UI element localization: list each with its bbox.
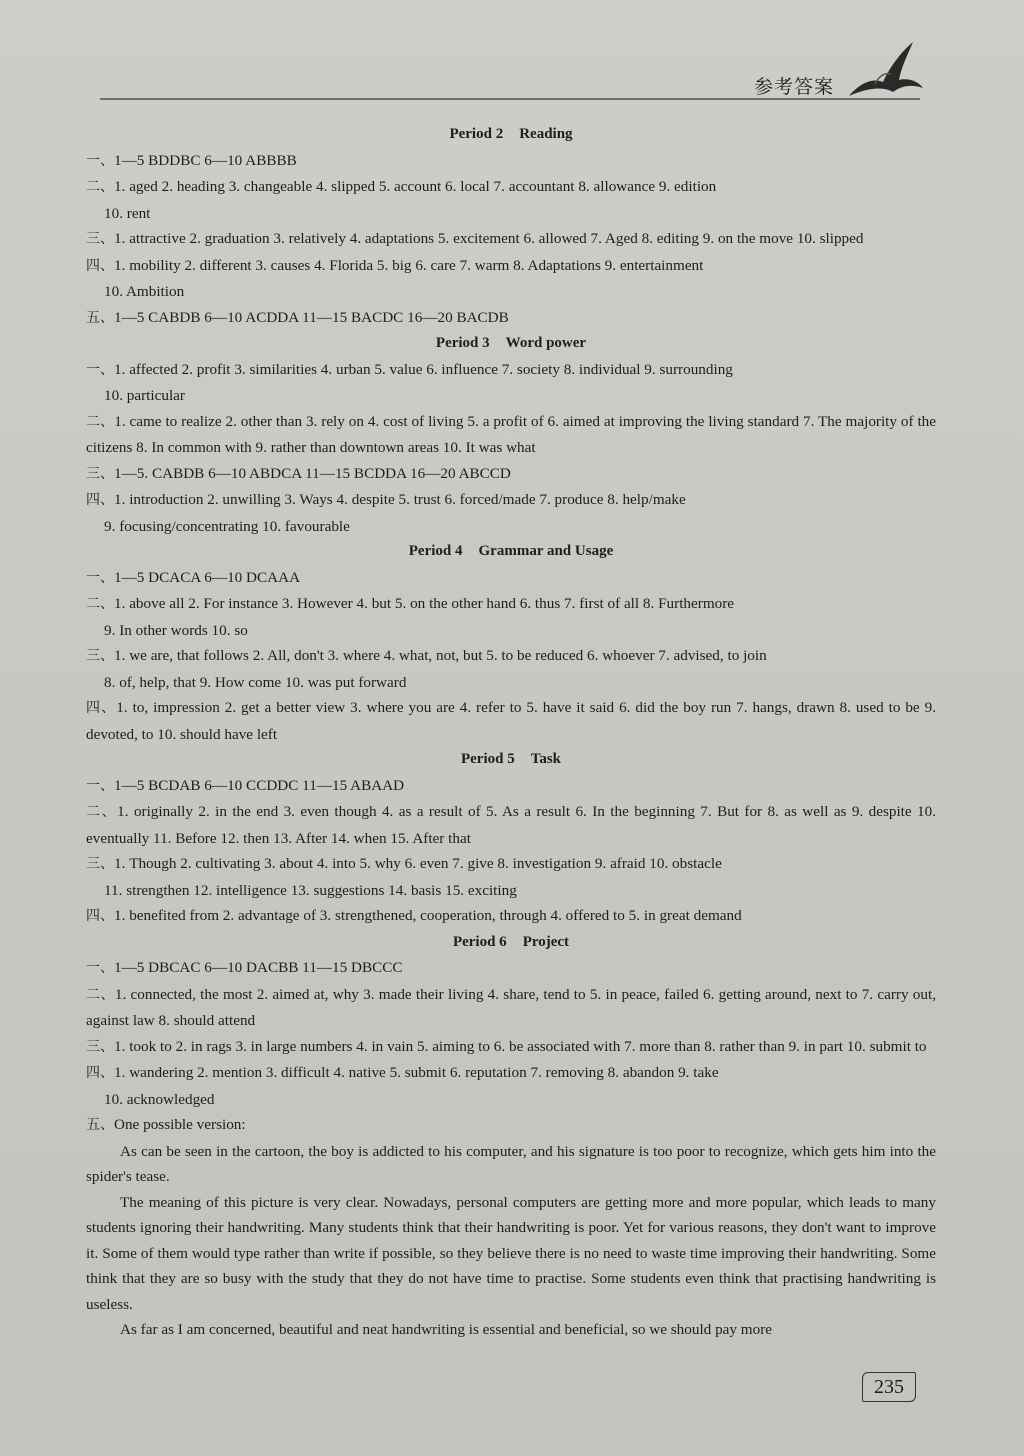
answer-line — [86, 1034, 936, 1061]
answer-line — [86, 174, 936, 201]
answer-line — [86, 279, 936, 305]
page-number: 235 — [862, 1372, 916, 1402]
answer-text: 9. In other words 10. so — [104, 621, 248, 639]
exercise-label: 一、 — [86, 569, 114, 586]
period-subtitle: Task — [530, 751, 562, 767]
exercise-label: 四、 — [86, 492, 114, 508]
exercise-label: 三、 — [86, 231, 114, 247]
answer-text: 1. above all 2. For instance 3. However 4. but 5. on the other hand 6. thus 7. first of all 8. Furthermore — [114, 595, 735, 612]
answer-text: 8. of, help, that 9. How come 10. was put forward — [104, 673, 407, 691]
period-title — [86, 930, 936, 956]
answer-line — [86, 357, 936, 384]
answer-line — [86, 565, 936, 592]
answer-text: 1. to, impression 2. get a better view 3. where you are 4. refer to 5. have it said 6. did the boy run 7. hangs, drawn 8. used to be 9. devoted, to 10. should have left — [86, 699, 937, 743]
exercise-label: 二、 — [86, 986, 115, 1003]
answer-line — [86, 955, 936, 982]
exercise-label: 三、 — [86, 856, 114, 872]
answer-line — [86, 799, 936, 851]
essay-intro-text: One possible version: — [114, 1116, 246, 1133]
answer-line — [86, 773, 936, 800]
answer-line — [86, 201, 936, 227]
exercise-label: 一、 — [86, 960, 114, 976]
answer-line — [86, 461, 936, 488]
period-subtitle: Grammar and Usage — [478, 543, 614, 559]
answer-line — [86, 305, 936, 332]
exercise-label: 四、 — [86, 700, 117, 716]
answer-text: 1. aged 2. heading 3. changeable 4. slipped 5. account 6. local 7. accountant 8. allowance 9. edition — [114, 178, 717, 195]
answer-text: 9. focusing/concentrating 10. favourable — [104, 517, 350, 535]
answer-text: 10. rent — [104, 204, 151, 222]
answer-line — [86, 878, 936, 904]
answer-text: 1—5 BCDAB 6—10 CCDDC 11—15 ABAAD — [114, 776, 405, 794]
period-number: Period 2 — [449, 126, 504, 142]
answer-line — [86, 618, 936, 644]
period-number: Period 4 — [408, 543, 463, 559]
exercise-label: 一、 — [86, 777, 114, 794]
period-title — [86, 747, 936, 773]
exercise-label: 四、 — [86, 257, 114, 274]
answer-line — [86, 670, 936, 696]
essay-paragraph: As can be seen in the cartoon, the boy is addicted to his computer, and his signature is too poor to recognize, which gets him into the spider's tease. — [86, 1142, 936, 1185]
period-title — [86, 539, 936, 565]
answer-text: 1. introduction 2. unwilling 3. Ways 4. despite 5. trust 6. forced/made 7. produce 8. help/make — [114, 491, 686, 508]
answer-line — [86, 591, 936, 618]
header-rule — [100, 98, 920, 100]
period-subtitle: Word power — [505, 335, 587, 351]
header-title: 参考答案 — [754, 76, 835, 98]
answer-text: 1—5. CABDB 6—10 ABDCA 11—15 BCDDA 16—20 ABCCD — [114, 464, 511, 482]
answer-text: 1—5 BDDBC 6—10 ABBBB — [114, 151, 297, 169]
exercise-label: 二、 — [86, 596, 114, 612]
period-number: Period 5 — [460, 751, 515, 767]
answer-text: 1. wandering 2. mention 3. difficult 4. native 5. submit 6. reputation 7. removing 8. abandon 9. take — [114, 1064, 719, 1081]
answer-text: 10. acknowledged — [104, 1090, 215, 1108]
period-number: Period 3 — [435, 335, 490, 351]
answer-line — [86, 409, 936, 461]
answer-text: 1. benefited from 2. advantage of 3. strengthened, cooperation, through 4. offered to 5. in great demand — [114, 907, 742, 924]
period-title — [86, 331, 936, 357]
exercise-label: 二、 — [86, 804, 118, 820]
essay-intro — [86, 1112, 936, 1139]
answer-text: 1—5 DBCAC 6—10 DACBB 11—15 DBCCC — [114, 959, 403, 976]
exercise-label: 五、 — [86, 1117, 114, 1133]
answer-text: 11. strengthen 12. intelligence 13. suggestions 14. basis 15. exciting — [104, 881, 517, 899]
answer-line — [86, 903, 936, 930]
answer-line — [86, 487, 936, 514]
answer-text: 1. originally 2. in the end 3. even though 4. as a result of 5. As a result 6. In the beginning 7. But for 8. as well as 9. despite 10. eventually 11. Before 12. then 13. After 14. when 15. After that — [86, 803, 936, 847]
answer-line — [86, 1087, 936, 1113]
exercise-label: 二、 — [86, 179, 114, 195]
answer-text: 1. Though 2. cultivating 3. about 4. into 5. why 6. even 7. give 8. investigation 9. afraid 10. obstacle — [114, 855, 722, 872]
answer-line — [86, 695, 936, 747]
answer-text: 10. particular — [104, 387, 185, 404]
answer-text: 1. connected, the most 2. aimed at, why 3. made their living 4. share, tend to 5. in peace, failed 6. getting around, next to 7. carry out, against law 8. should attend — [86, 985, 936, 1029]
answer-text: 1. took to 2. in rags 3. in large numbers 4. in vain 5. aiming to 6. be associated with 7. more than 8. rather than 9. in part 10. submit to — [114, 1037, 927, 1055]
answer-line — [86, 982, 936, 1034]
exercise-label: 一、 — [86, 361, 114, 378]
period-number: Period 6 — [452, 933, 507, 950]
exercise-label: 三、 — [86, 648, 114, 664]
answer-text: 10. Ambition — [104, 283, 185, 300]
answer-line — [86, 514, 936, 540]
answer-text: 1. we are, that follows 2. All, don't 3. where 4. what, not, but 5. to be reduced 6. whoever 7. advised, to join — [114, 647, 767, 664]
bird-logo-icon — [845, 38, 925, 100]
answer-text: 1—5 DCACA 6—10 DCAAA — [114, 568, 301, 586]
exercise-label: 四、 — [86, 908, 114, 924]
answer-content — [86, 122, 936, 1343]
answer-text: 1—5 CABDB 6—10 ACDDA 11—15 BACDC 16—20 BACDB — [114, 308, 509, 326]
essay-paragraph: The meaning of this picture is very clear. Nowadays, personal computers are getting more and more popular, which leads to many students ignoring their handwriting. Many students think that their handwriting is poor. Yet for various reasons, they don't want to improve it. Some of them would type rather than write if possible, so they believe there is no need to waste time improving their handwriting. Some think that they are so busy with the study that they do not have time to practise. Some students even think that practising handwriting is useless. — [86, 1193, 936, 1313]
answer-text: 1. came to realize 2. other than 3. rely on 4. cost of living 5. a profit of 6. aimed at improving the living standard 7. The majority of the citizens 8. In common with 9. rather than downtown areas 10. It was what — [86, 412, 937, 456]
essay — [86, 1112, 936, 1343]
exercise-label: 四、 — [86, 1065, 114, 1081]
answer-line — [86, 643, 936, 670]
answer-text: 1. attractive 2. graduation 3. relatively 4. adaptations 5. excitement 6. allowed 7. Aged 8. editing 9. on the move 10. slipped — [114, 230, 864, 247]
exercise-label: 三、 — [86, 1038, 114, 1055]
answer-line — [86, 851, 936, 878]
answer-line — [86, 383, 936, 409]
exercise-label: 二、 — [86, 413, 115, 430]
answer-text: 1. mobility 2. different 3. causes 4. Florida 5. big 6. care 7. warm 8. Adaptations 9. entertainment — [114, 256, 704, 274]
exercise-label: 五、 — [86, 309, 114, 326]
answer-text: 1. affected 2. profit 3. similarities 4. urban 5. value 6. influence 7. society 8. individual 9. surrounding — [114, 360, 733, 378]
answer-line — [86, 226, 936, 253]
answer-line — [86, 1060, 936, 1087]
exercise-label: 一、 — [86, 152, 114, 169]
answer-line — [86, 253, 936, 280]
period-subtitle: Project — [522, 933, 570, 950]
period-subtitle: Reading — [519, 126, 573, 142]
essay-paragraph: As far as I am concerned, beautiful and neat handwriting is essential and beneficial, so we should pay more — [120, 1321, 773, 1338]
answer-line — [86, 148, 936, 175]
exercise-label: 三、 — [86, 465, 114, 482]
period-title — [86, 122, 936, 148]
